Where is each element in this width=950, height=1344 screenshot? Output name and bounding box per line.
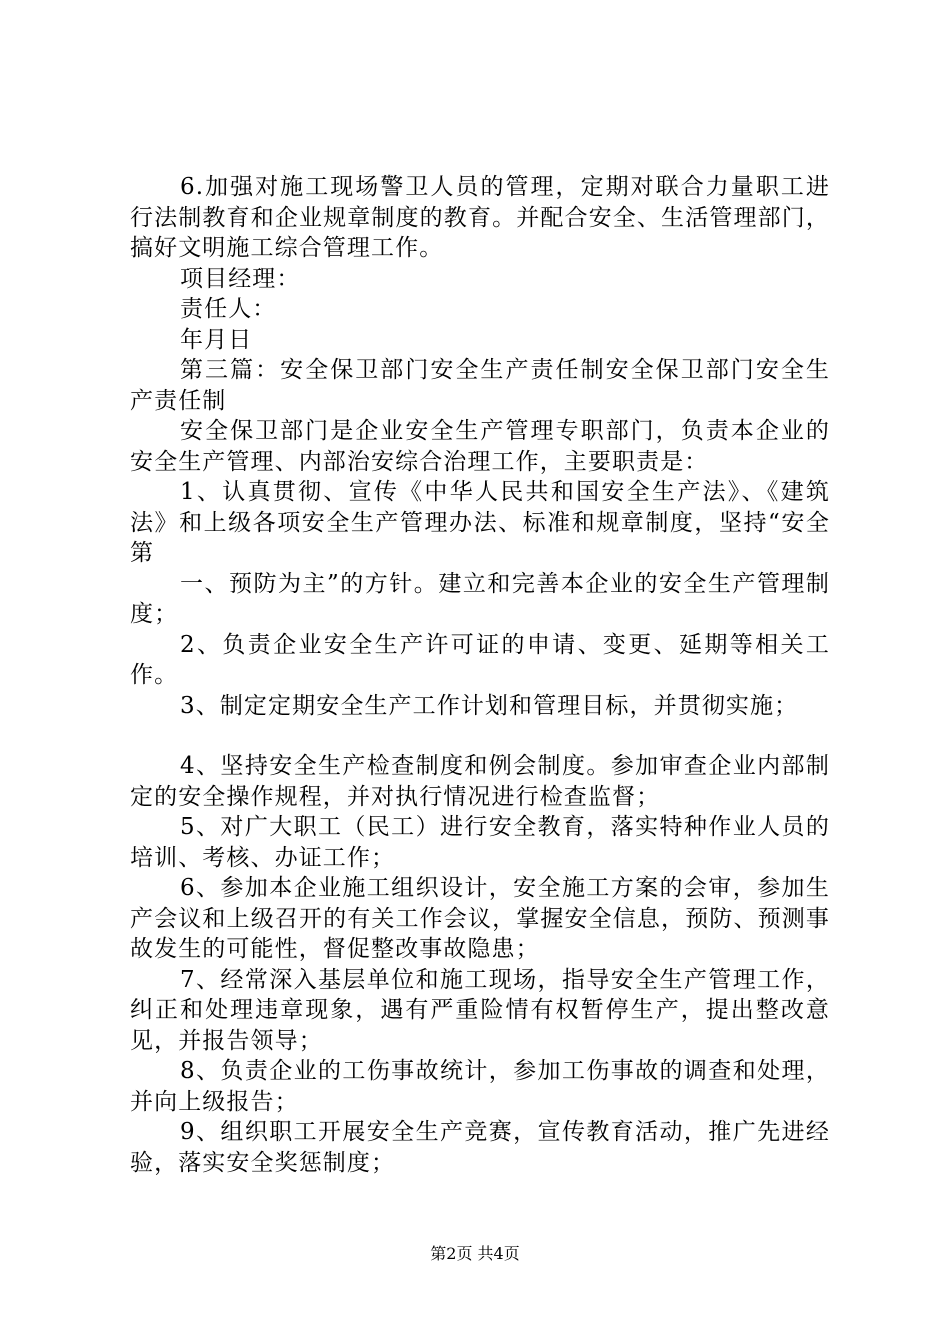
paragraph-6-guard-management: 6.加强对施工现场警卫人员的管理，定期对联合力量职工进行法制教育和企业规章制度的教育。并配合安全、生活管理部门，搞好文明施工综合管理工作。 <box>130 174 830 261</box>
duty-item-1-continued: 一、预防为主”的方针。建立和完善本企业的安全生产管理制度； <box>130 570 830 627</box>
duty-item-4: 4、坚持安全生产检查制度和例会制度。参加审查企业内部制定的安全操作规程，并对执行情况进行检查监督； <box>130 753 830 810</box>
department-intro-paragraph: 安全保卫部门是企业安全生产管理专职部门，负责本企业的安全生产管理、内部治安综合治理工作，主要职责是： <box>130 418 830 475</box>
responsible-person-line: 责任人： <box>180 296 277 322</box>
duty-item-8: 8、负责企业的工伤事故统计，参加工伤事故的调查和处理，并向上级报告； <box>130 1058 830 1115</box>
duty-item-5: 5、对广大职工（民工）进行安全教育，落实特种作业人员的培训、考核、办证工作； <box>130 814 830 871</box>
duty-item-1: 1、认真贯彻、宣传《中华人民共和国安全生产法》、《建筑法》和上级各项安全生产管理办法、标准和规章制度，坚持“安全第 <box>130 479 830 566</box>
duty-item-2: 2、负责企业安全生产许可证的申请、变更、延期等相关工作。 <box>130 631 830 688</box>
date-line: 年月日 <box>180 326 253 353</box>
duty-item-3: 3、制定定期安全生产工作计划和管理目标，并贯彻实施； <box>180 692 799 719</box>
duty-item-6: 6、参加本企业施工组织设计，安全施工方案的会审，参加生产会议和上级召开的有关工作会议，掌握安全信息，预防、预测事故发生的可能性，督促整改事故隐患； <box>130 875 830 962</box>
section-heading-part-three: 第三篇：安全保卫部门安全生产责任制安全保卫部门安全生产责任制 <box>130 357 830 414</box>
document-body <box>130 172 830 1178</box>
project-manager-line: 项目经理： <box>180 265 301 292</box>
duty-item-9: 9、组织职工开展安全生产竞赛，宣传教育活动，推广先进经验，落实安全奖惩制度； <box>130 1119 830 1176</box>
page-number-label: 第2页 共4页 <box>430 1244 520 1263</box>
duty-item-7: 7、经常深入基层单位和施工现场，指导安全生产管理工作，纠正和处理违章现象，遇有严重险情有权暂停生产，提出整改意见，并报告领导； <box>130 966 830 1054</box>
paragraph-spacer <box>130 721 830 751</box>
page-footer <box>0 1244 950 1264</box>
